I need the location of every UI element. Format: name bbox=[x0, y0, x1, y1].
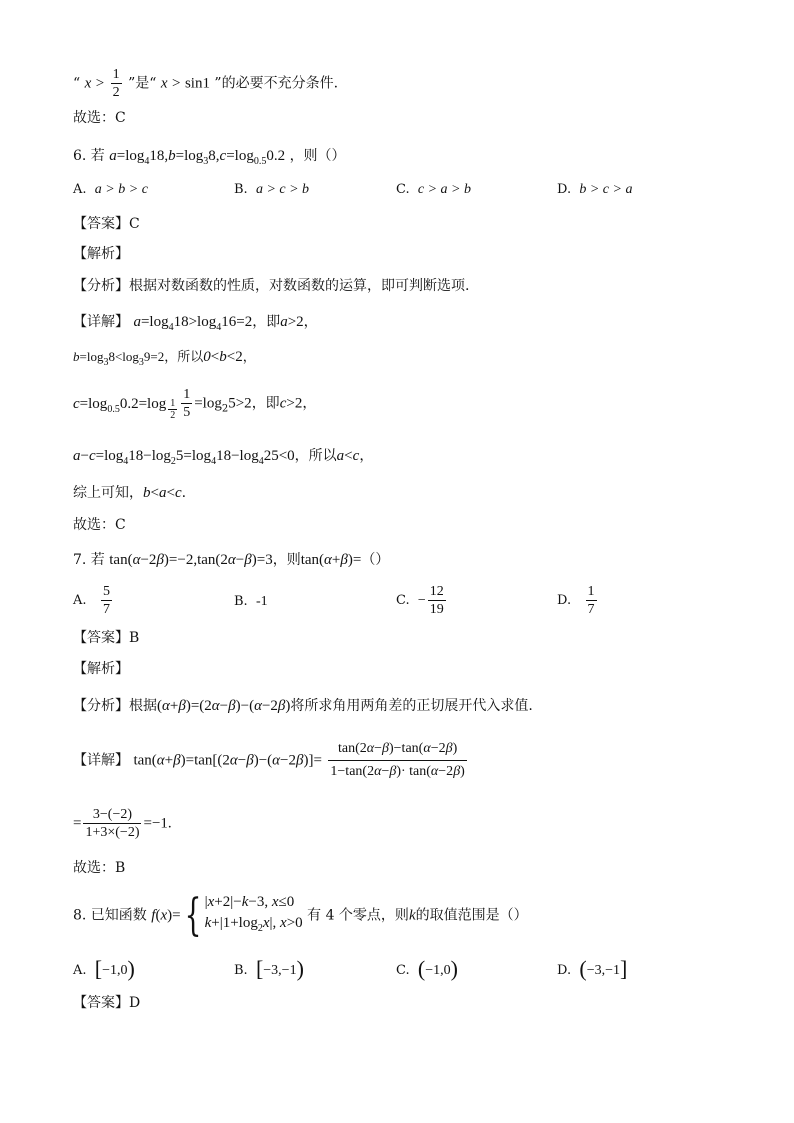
q7-fenxi: 【分析】根据(α+β)=(2α−β)−(α−2β)将所求角用两角差的正切展开代入求值. bbox=[73, 698, 533, 714]
q7-option-b: B. -1 bbox=[234, 594, 268, 609]
q7-choose: 故选：B bbox=[73, 860, 126, 876]
q6-formula: $a=\log_418,b=\log_38,c=\log_{0.5}0.2$ bbox=[109, 148, 286, 167]
q6-detail-line-4: $a-c=\log_418-\log_25=\log_418-\log_425<0$，所以a<c， bbox=[73, 448, 374, 467]
q8-option-a: A. [−1,0) bbox=[73, 956, 135, 981]
q7-option-c: C. − $\frac{12}{19}$ bbox=[396, 584, 444, 617]
q7-option-d: D. $\frac{1}{7}$ bbox=[557, 584, 595, 617]
q6-analysis-label: 【解析】 bbox=[73, 246, 129, 262]
q6-detail-line-1: 【详解】 $a=\log_418>\log_416=2$，即a>2， bbox=[73, 314, 318, 333]
q6-detail-line-2: $b=\log_38<\log_39=2$，所以0<b<2， bbox=[73, 349, 256, 368]
q7-option-a: A. $\frac{5}{7}$ bbox=[73, 584, 110, 617]
intro-line: “ x > $\frac{1}{2}$ ”是“ x > sin1 ”的必要不充分条件. bbox=[73, 67, 339, 100]
q6-choose: 故选：C bbox=[73, 517, 126, 533]
q6-option-d: D. b > c > a bbox=[557, 182, 633, 197]
left-brace: { bbox=[184, 889, 201, 941]
q8-option-b: B. [−3,−1) bbox=[234, 956, 304, 981]
q7-detail: 【详解】 tan(α+β)=tan[(2α−β)−(α−2β)]= $\frac{\tan(2\alpha-\beta)-\tan(\alpha-2\beta)}{1-\tan(2\alpha-\beta)\cdot \tan(\alpha-2\beta)}$ bbox=[73, 738, 469, 783]
q7-tan-fraction: $\frac{\tan(2\alpha-\beta)-\tan(\alpha-2\beta)}{1-\tan(2\alpha-\beta)\cdot \tan(\alpha-2\beta)}$ bbox=[328, 738, 466, 783]
piecewise-cases: |x+2|−k−3, x≤0 $k+|1+\log_2x|$, x>0 bbox=[204, 894, 303, 934]
q8-option-d: D. (−3,−1] bbox=[557, 956, 628, 981]
q7-analysis-label: 【解析】 bbox=[73, 661, 129, 677]
q6-fenxi: 【分析】根据对数函数的性质，对数函数的运算，即可判断选项. bbox=[73, 278, 470, 294]
q6-option-a: A. a > b > c bbox=[73, 182, 148, 197]
q6-summary: 综上可知，b<a<c. bbox=[73, 485, 187, 501]
q7-stem: 7. 若 tan(α−2β)=−2,tan(2α−β)=3，则tan(α+β)=（） bbox=[73, 552, 390, 568]
choose-c: 故选：C bbox=[73, 110, 126, 126]
q8-option-c: C. (−1,0) bbox=[396, 956, 458, 981]
q8-answer: 【答案】D bbox=[73, 995, 141, 1011]
q6-detail-line-3: $c=\log_{0.5}0.2=\log$ $\frac{1}{2}$ $\frac{1}{5}$ $=\log_25>2$，即c>2， bbox=[73, 387, 317, 421]
q8-stem: 8. 已知函数 f(x)={ |x+2|−k−3, x≤0 $k+|1+\log_2x|$, x>0 有 4 个零点，则k的取值范围是（） bbox=[73, 889, 528, 941]
q7-answer: 【答案】B bbox=[73, 630, 140, 646]
fraction-one-half: $\frac{1}{2}$ bbox=[112, 67, 120, 100]
q7-result: = $\frac{3-(-2)}{1+3\times(-2)}$ =−1. bbox=[73, 807, 172, 840]
q6-option-c: C. c > a > b bbox=[396, 182, 471, 197]
q6-answer: 【答案】C bbox=[73, 216, 140, 232]
q6-stem: 6. 若 $a=\log_418,b=\log_38,c=\log_{0.5}0.2$ ，则（） bbox=[73, 148, 346, 167]
q6-option-b: B. a > c > b bbox=[234, 182, 310, 197]
